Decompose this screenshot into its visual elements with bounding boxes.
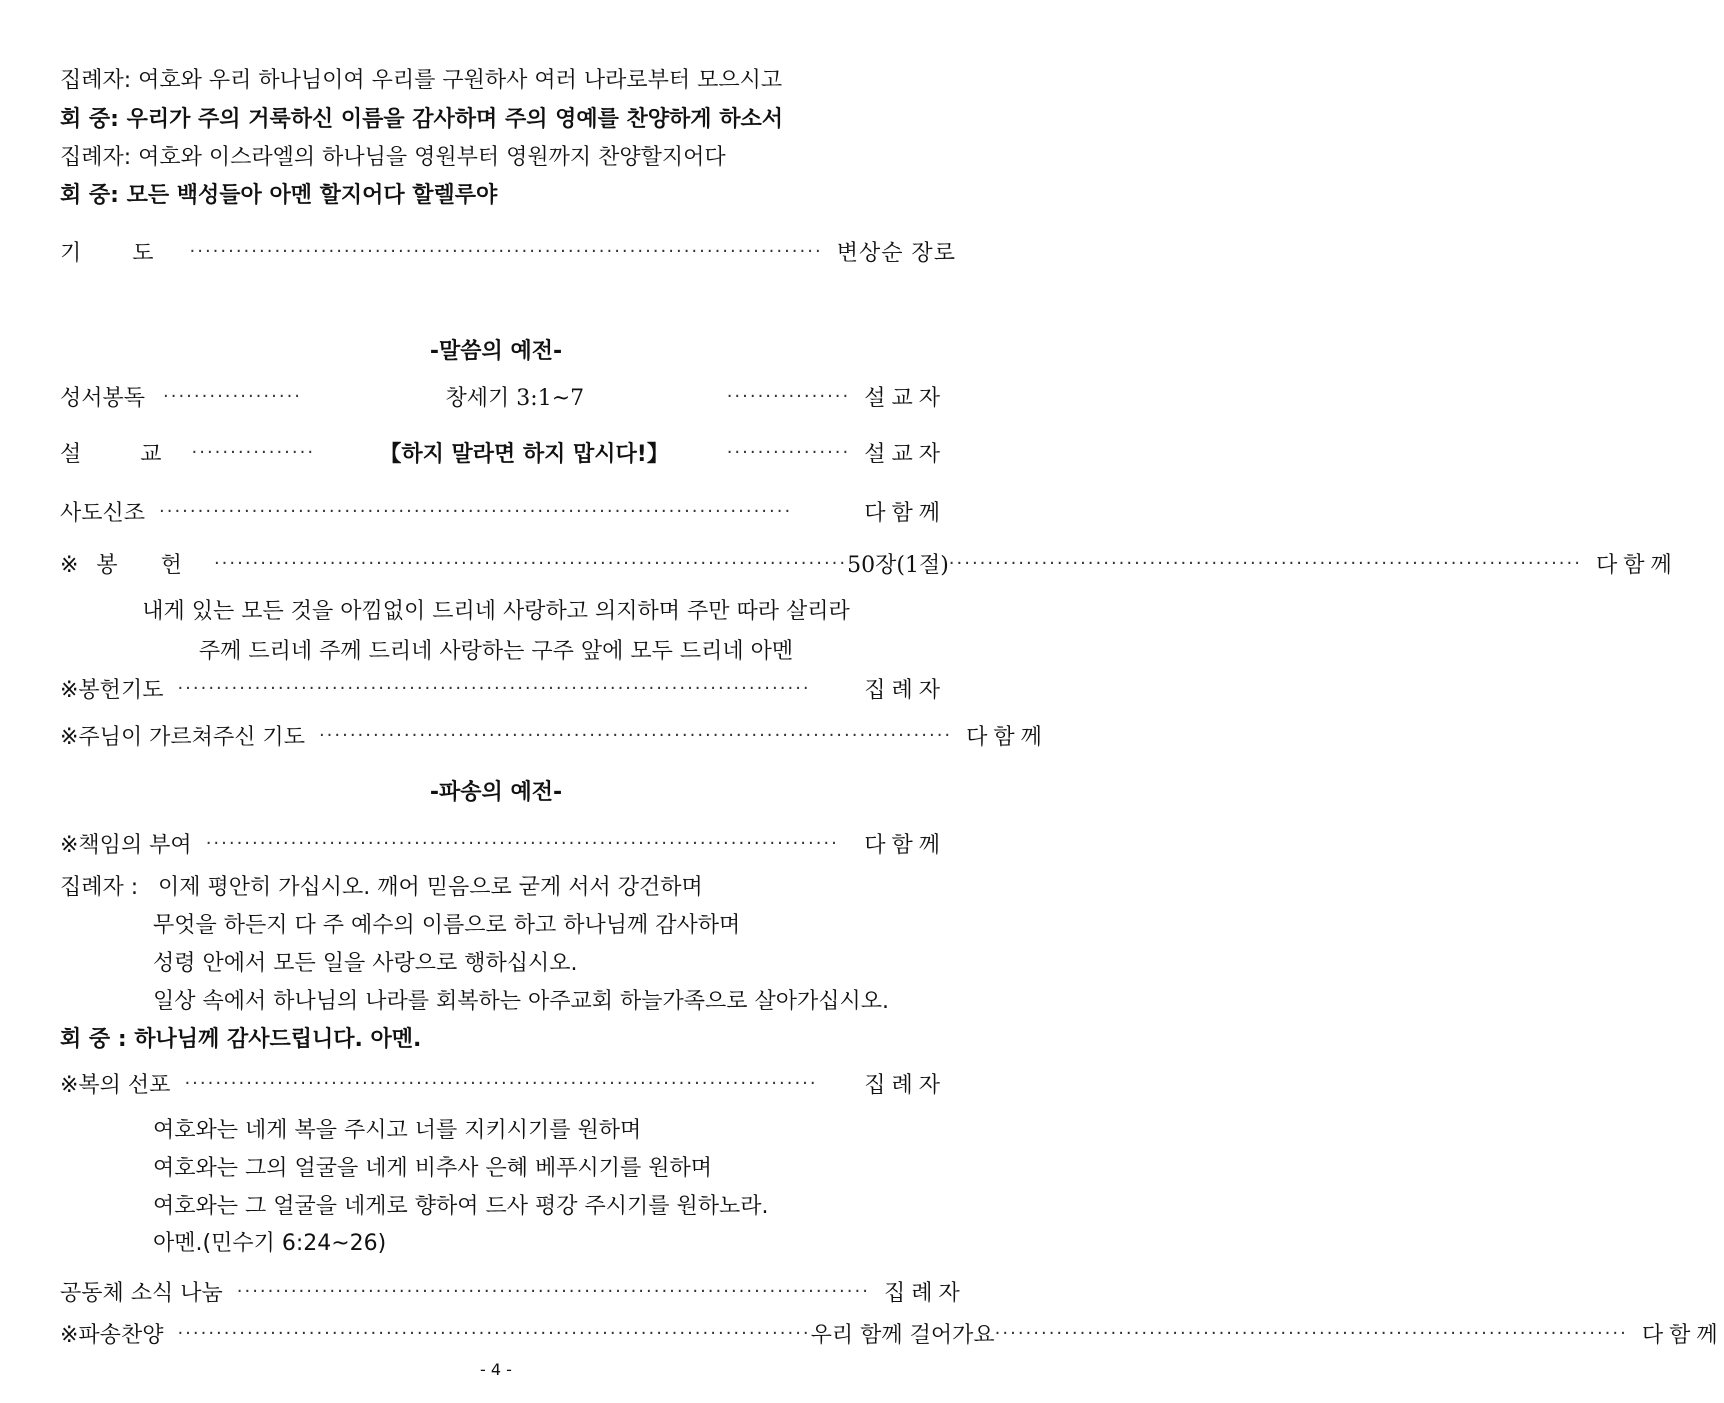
creed-row xyxy=(60,494,946,528)
commission-response: 회 중 : 하나님께 감사드립니다. 아멘. xyxy=(60,1027,422,1052)
leader-dots: ·················································································· xyxy=(177,1322,811,1344)
leader-dots: ·················································································· xyxy=(948,552,1582,574)
leader-dots: ················ xyxy=(726,385,851,407)
liturgy-line-leader-2: 집례자: 여호와 이스라엘의 하나님을 영원부터 영원까지 찬양할지어다 xyxy=(60,145,726,170)
benediction-line: 여호와는 네게 복을 주시고 너를 지키시기를 원하며 xyxy=(153,1118,642,1143)
offering-prayer-label: ※봉헌기도 xyxy=(60,677,164,703)
leader-dots: ·················································································· xyxy=(213,552,848,574)
offering-hymn-number: 50장(1절) xyxy=(847,552,949,578)
leader-dots: ·················································································· xyxy=(159,500,793,522)
leader-dots: ·················································································· xyxy=(236,1280,870,1302)
reading-role: 설교자 xyxy=(864,385,946,411)
leader-dots: ················ xyxy=(726,441,851,463)
commission-leader-line: 이제 평안히 가십시오. 깨어 믿음으로 굳게 서서 강건하며 xyxy=(158,875,703,900)
benediction-role: 집례자 xyxy=(864,1072,946,1098)
commission-role: 다함께 xyxy=(864,832,946,858)
leader-dots: ·················· xyxy=(163,385,303,407)
leader-dots: ·················································································· xyxy=(318,724,953,746)
leader-dots: ·················································································· xyxy=(994,1322,1628,1344)
creed-label: 사도신조 xyxy=(60,500,146,526)
sending-hymn-title: 우리 함께 걸어가요 xyxy=(810,1322,995,1348)
prayer-leader: 변상순 장로 xyxy=(836,240,956,266)
benediction-label: ※복의 선포 xyxy=(60,1072,171,1098)
reading-row xyxy=(60,379,946,413)
offering-prayer-row xyxy=(60,671,946,705)
commission-leader-line: 무엇을 하든지 다 주 예수의 이름으로 하고 하나님께 감사하며 xyxy=(153,913,741,938)
benediction-row xyxy=(60,1066,946,1100)
offering-prayer-role: 집례자 xyxy=(864,677,946,703)
benediction-line: 여호와는 그 얼굴을 네게로 향하여 드사 평강 주시기를 원하노라. xyxy=(153,1194,769,1219)
lords-prayer-row xyxy=(60,718,1048,752)
community-news-role: 집례자 xyxy=(883,1280,966,1306)
leader-dots: ·················································································· xyxy=(205,832,839,854)
sermon-title: 【하지 말라면 하지 맙시다!】 xyxy=(379,441,669,467)
community-news-row xyxy=(60,1274,966,1308)
sermon-row xyxy=(60,435,946,469)
community-news-label: 공동체 소식 나눔 xyxy=(60,1280,223,1306)
offering-role: 다함께 xyxy=(1595,552,1678,578)
commission-leader-line: 성령 안에서 모든 일을 사랑으로 행하십시오. xyxy=(153,951,578,976)
commission-label: ※책임의 부여 xyxy=(60,832,192,858)
sending-hymn-row xyxy=(60,1316,1724,1350)
reading-passage: 창세기 3:1~7 xyxy=(445,385,585,411)
liturgy-line-congregation-1: 회 중: 우리가 주의 거룩하신 이름을 감사하며 주의 영예를 찬양하게 하소서 xyxy=(60,107,783,132)
leader-dots: ················ xyxy=(191,441,316,463)
leader-dots: ·················································································· xyxy=(189,240,823,262)
prayer-label: 기 도 xyxy=(60,240,176,266)
reading-label: 성서봉독 xyxy=(60,385,146,411)
benediction-line: 아멘.(민수기 6:24~26) xyxy=(153,1231,387,1256)
lords-prayer-role: 다함께 xyxy=(966,724,1048,750)
commission-leader-line: 일상 속에서 하나님의 나라를 회복하는 아주교회 하늘가족으로 살아가십시오. xyxy=(153,989,890,1014)
benediction-line: 여호와는 그의 얼굴을 네게 비추사 은혜 베푸시기를 원하며 xyxy=(153,1156,713,1181)
leader-dots: ·················································································· xyxy=(177,677,811,699)
commission-row xyxy=(60,826,946,860)
offering-row xyxy=(60,546,1678,580)
leader-dots: ·················································································· xyxy=(184,1072,818,1094)
sermon-role: 설교자 xyxy=(864,441,946,467)
creed-role: 다함께 xyxy=(864,500,946,526)
hymn-lyric-line: 주께 드리네 주께 드리네 사랑하는 구주 앞에 모두 드리네 아멘 xyxy=(198,639,794,664)
liturgy-line-leader-1: 집례자: 여호와 우리 하나님이여 우리를 구원하사 여러 나라로부터 모으시고 xyxy=(60,68,783,93)
sending-hymn-role: 다함께 xyxy=(1641,1322,1724,1348)
offering-label: ※봉 헌 xyxy=(60,552,200,578)
sending-hymn-label: ※파송찬양 xyxy=(60,1322,164,1348)
sermon-label: 설 교 xyxy=(60,441,188,467)
lords-prayer-label: ※주님이 가르쳐주신 기도 xyxy=(60,724,305,750)
liturgy-line-congregation-2: 회 중: 모든 백성들아 아멘 할지어다 할렐루야 xyxy=(60,183,498,208)
section-title-sending: -파송의 예전- xyxy=(429,780,563,805)
prayer-row xyxy=(60,234,956,268)
page-number: - 4 - xyxy=(480,1360,512,1379)
hymn-lyric-line: 내게 있는 모든 것을 아낌없이 드리네 사랑하고 의지하며 주만 따라 살리라 xyxy=(142,599,850,624)
section-title-word: -말씀의 예전- xyxy=(429,339,563,364)
commission-leader-prefix: 집례자 : xyxy=(60,875,139,900)
